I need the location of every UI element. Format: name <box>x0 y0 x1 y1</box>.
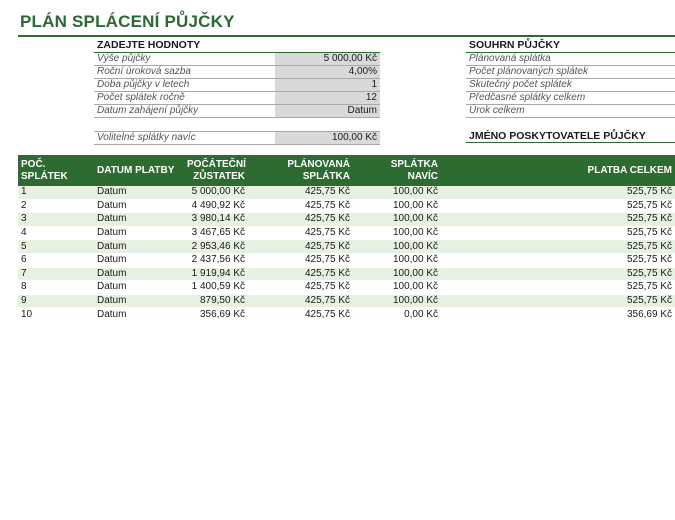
col-header-starting-balance-line2: ZŮSTATEK <box>193 170 245 182</box>
cell-payment-number: 3 <box>18 213 94 227</box>
input-row-loan-years <box>94 79 380 92</box>
lender-name-heading[interactable]: JMÉNO POSKYTOVATELE PŮJČKY <box>466 129 675 143</box>
cell-payment-number: 6 <box>18 253 94 267</box>
cell-scheduled-payment: 425,75 Kč <box>248 199 353 213</box>
payments-per-year-field[interactable]: 12 <box>275 92 380 104</box>
input-values-section <box>94 38 380 145</box>
cell-starting-balance: 5 000,00 Kč <box>184 186 248 199</box>
table-row <box>18 240 675 254</box>
col-header-extra-payment-line2: NAVÍC <box>407 170 438 182</box>
cell-extra-payment: 100,00 Kč <box>353 281 441 295</box>
cell-scheduled-payment: 425,75 Kč <box>248 186 353 199</box>
cell-payment-date: Datum <box>94 281 184 295</box>
cell-extra-payment: 0,00 Kč <box>353 308 441 322</box>
cell-payment-number: 8 <box>18 281 94 295</box>
input-row-payments-per-year <box>94 92 380 105</box>
cell-starting-balance: 2 437,56 Kč <box>184 253 248 267</box>
table-row <box>18 226 675 240</box>
input-row-loan-amount <box>94 53 380 66</box>
cell-scheduled-payment: 425,75 Kč <box>248 253 353 267</box>
summary-early-payments: Předčasné splátky celkem <box>466 92 675 105</box>
cell-payment-number: 4 <box>18 226 94 240</box>
loan-amount-label: Výše půjčky <box>97 53 151 64</box>
cell-total-payment: 525,75 Kč <box>441 253 675 267</box>
cell-payment-date: Datum <box>94 294 184 308</box>
page-title: PLÁN SPLÁCENÍ PŮJČKY <box>20 12 235 31</box>
cell-payment-number: 5 <box>18 240 94 254</box>
cell-total-payment: 525,75 Kč <box>441 294 675 308</box>
start-date-label: Datum zahájení půjčky <box>97 105 199 116</box>
payment-schedule-table <box>18 155 675 322</box>
cell-payment-number: 1 <box>18 186 94 199</box>
cell-extra-payment: 100,00 Kč <box>353 226 441 240</box>
cell-total-payment: 525,75 Kč <box>441 186 675 199</box>
col-header-payment-number <box>18 155 94 186</box>
cell-extra-payment: 100,00 Kč <box>353 267 441 281</box>
loan-years-field[interactable]: 1 <box>275 79 380 91</box>
cell-total-payment: 525,75 Kč <box>441 213 675 227</box>
cell-payment-date: Datum <box>94 226 184 240</box>
interest-rate-label: Roční úroková sazba <box>97 66 191 77</box>
cell-starting-balance: 3 980,14 Kč <box>184 213 248 227</box>
cell-extra-payment: 100,00 Kč <box>353 186 441 199</box>
col-header-payment-date: DATUM PLATBY <box>94 155 184 186</box>
cell-payment-date: Datum <box>94 308 184 322</box>
col-header-payment-number-line2: SPLÁTEK <box>21 170 68 182</box>
cell-scheduled-payment: 425,75 Kč <box>248 213 353 227</box>
cell-payment-number: 7 <box>18 267 94 281</box>
col-header-total-payment: PLATBA CELKEM <box>441 155 675 186</box>
col-header-scheduled-payment-line1: PLÁNOVANÁ <box>287 158 350 170</box>
cell-payment-number: 9 <box>18 294 94 308</box>
col-header-scheduled-payment <box>248 155 353 186</box>
extra-payments-label: Volitelné splátky navíc <box>97 132 196 143</box>
cell-starting-balance: 879,50 Kč <box>184 294 248 308</box>
table-row <box>18 253 675 267</box>
cell-payment-date: Datum <box>94 213 184 227</box>
col-header-extra-payment-line1: SPLÁTKA <box>390 158 438 170</box>
cell-starting-balance: 4 490,92 Kč <box>184 199 248 213</box>
payments-per-year-label: Počet splátek ročně <box>97 92 185 103</box>
cell-starting-balance: 1 919,94 Kč <box>184 267 248 281</box>
cell-payment-number: 2 <box>18 199 94 213</box>
cell-extra-payment: 100,00 Kč <box>353 294 441 308</box>
cell-payment-date: Datum <box>94 186 184 199</box>
table-row <box>18 199 675 213</box>
summary-scheduled-payment: Plánovaná splátka <box>466 53 675 66</box>
input-row-extra-payments <box>94 132 380 145</box>
cell-payment-number: 10 <box>18 308 94 322</box>
input-values-heading: ZADEJTE HODNOTY <box>94 38 380 53</box>
table-row <box>18 294 675 308</box>
cell-starting-balance: 1 400,59 Kč <box>184 281 248 295</box>
cell-extra-payment: 100,00 Kč <box>353 213 441 227</box>
cell-starting-balance: 3 467,65 Kč <box>184 226 248 240</box>
table-row <box>18 281 675 295</box>
cell-payment-date: Datum <box>94 253 184 267</box>
cell-payment-date: Datum <box>94 240 184 254</box>
input-spacer <box>94 118 380 132</box>
cell-scheduled-payment: 425,75 Kč <box>248 308 353 322</box>
loan-amount-field[interactable]: 5 000,00 Kč <box>275 53 380 65</box>
extra-payments-field[interactable]: 100,00 Kč <box>275 132 380 144</box>
cell-total-payment: 525,75 Kč <box>441 281 675 295</box>
cell-starting-balance: 2 953,46 Kč <box>184 240 248 254</box>
col-header-scheduled-payment-line2: SPLÁTKA <box>302 170 350 182</box>
cell-total-payment: 525,75 Kč <box>441 240 675 254</box>
cell-scheduled-payment: 425,75 Kč <box>248 294 353 308</box>
cell-extra-payment: 100,00 Kč <box>353 199 441 213</box>
table-row <box>18 308 675 322</box>
summary-scheduled-count: Počet plánovaných splátek <box>466 66 675 79</box>
cell-total-payment: 525,75 Kč <box>441 267 675 281</box>
cell-scheduled-payment: 425,75 Kč <box>248 281 353 295</box>
cell-payment-date: Datum <box>94 199 184 213</box>
loan-summary-section <box>466 38 675 118</box>
start-date-field[interactable]: Datum <box>275 105 380 117</box>
loan-summary-heading: SOUHRN PŮJČKY <box>466 38 675 53</box>
summary-actual-count: Skutečný počet splátek <box>466 79 675 92</box>
cell-total-payment: 525,75 Kč <box>441 199 675 213</box>
cell-total-payment: 356,69 Kč <box>441 308 675 322</box>
title-divider <box>18 35 675 37</box>
input-row-start-date <box>94 105 380 118</box>
summary-total-interest: Úrok celkem <box>466 105 675 118</box>
col-header-payment-number-line1: POČ. <box>21 158 46 170</box>
cell-scheduled-payment: 425,75 Kč <box>248 240 353 254</box>
cell-scheduled-payment: 425,75 Kč <box>248 226 353 240</box>
table-row <box>18 267 675 281</box>
cell-payment-date: Datum <box>94 267 184 281</box>
table-row <box>18 213 675 227</box>
interest-rate-field[interactable]: 4,00% <box>275 66 380 78</box>
col-header-extra-payment <box>353 155 441 186</box>
col-header-starting-balance <box>184 155 248 186</box>
input-row-interest-rate <box>94 66 380 79</box>
loan-years-label: Doba půjčky v letech <box>97 79 190 90</box>
cell-scheduled-payment: 425,75 Kč <box>248 267 353 281</box>
table-header-row <box>18 155 675 186</box>
col-header-starting-balance-line1: POČÁTEČNÍ <box>187 158 246 170</box>
table-row <box>18 186 675 199</box>
cell-extra-payment: 100,00 Kč <box>353 253 441 267</box>
cell-total-payment: 525,75 Kč <box>441 226 675 240</box>
cell-extra-payment: 100,00 Kč <box>353 240 441 254</box>
cell-starting-balance: 356,69 Kč <box>184 308 248 322</box>
